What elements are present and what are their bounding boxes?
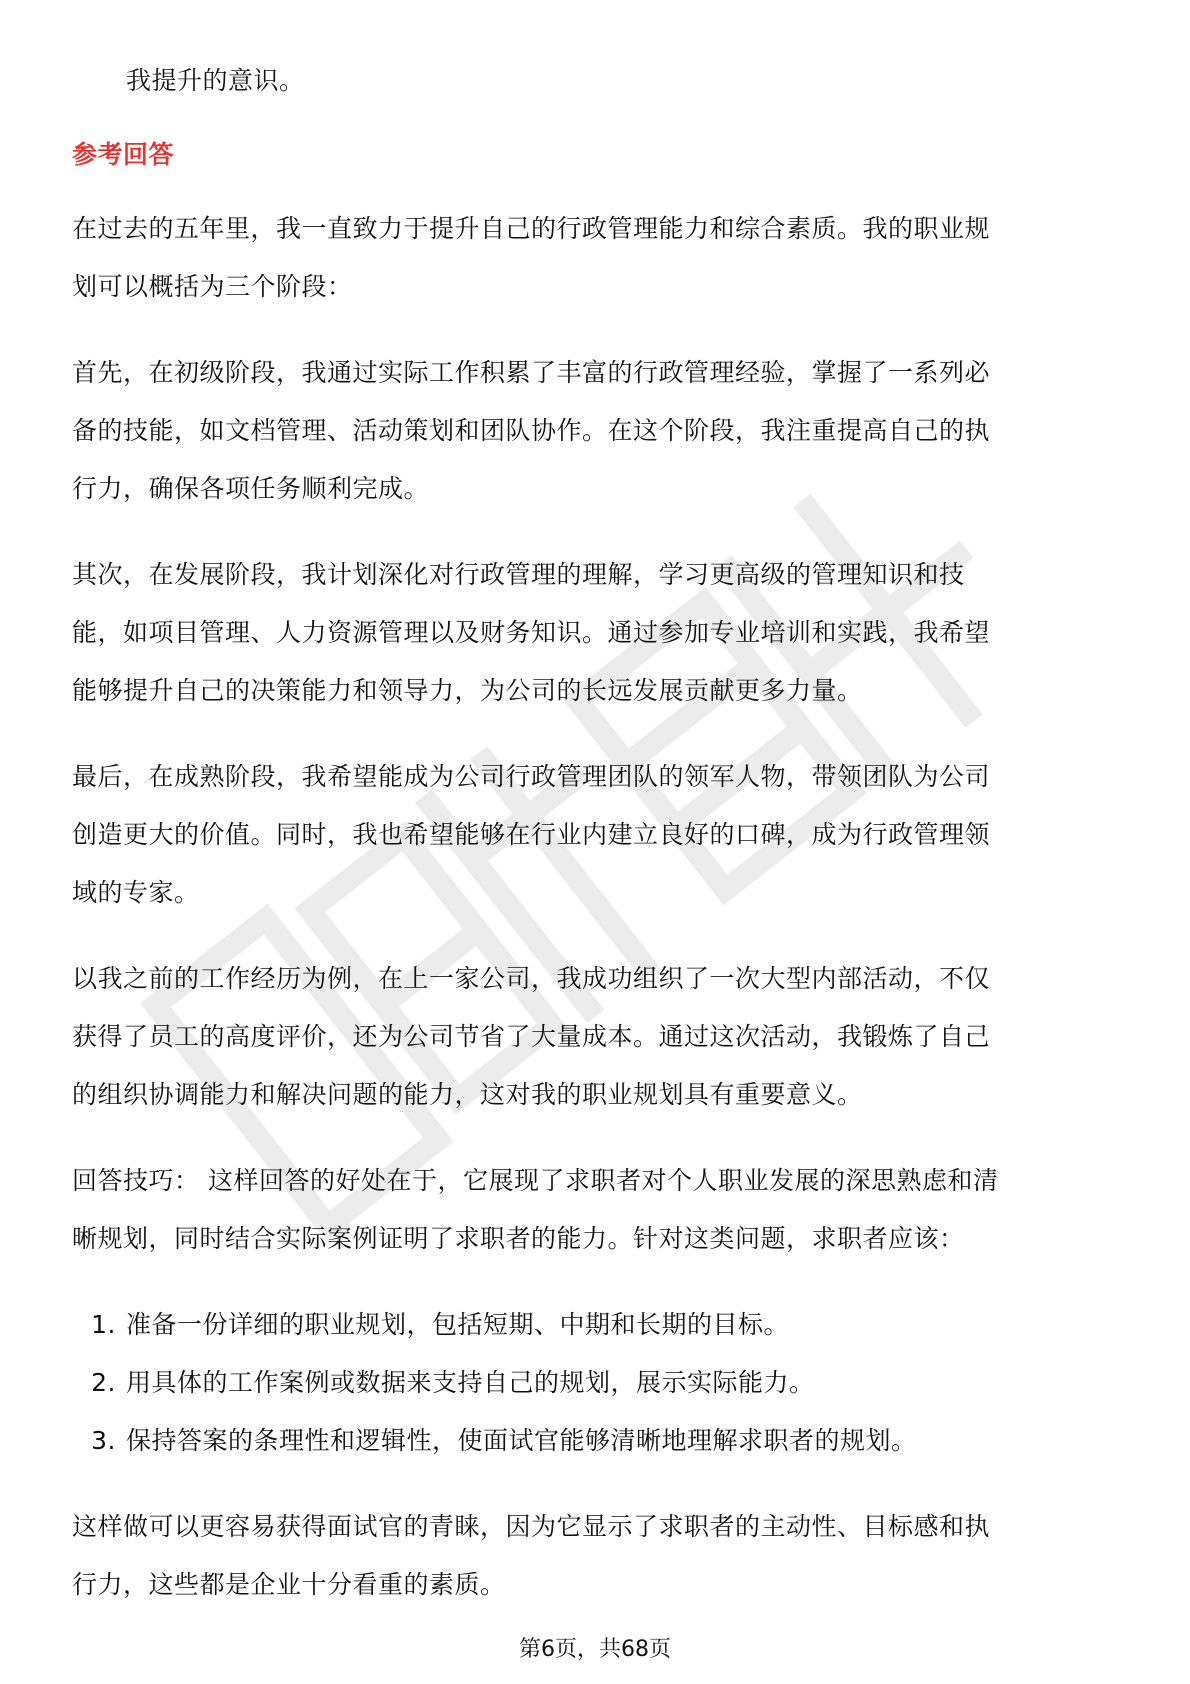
paragraph-closing [72, 1498, 1132, 1614]
paragraph-line: 行力，这些都是企业十分看重的素质。 [72, 1570, 506, 1599]
paragraph-line: 以我之前的工作经历为例，在上一家公司，我成功组织了一次大型内部活动，不仅 [72, 964, 991, 993]
section-heading: 参考回答 [72, 140, 175, 169]
list-item-text: 准备一份详细的职业规划，包括短期、中期和长期的目标。 [126, 1310, 790, 1339]
paragraph-intro [72, 200, 1132, 316]
paragraph-stage-3 [72, 748, 1132, 922]
paragraph-example [72, 950, 1132, 1124]
list-item [72, 1296, 1132, 1354]
list-item-number: 3. [91, 1426, 116, 1455]
paragraph-line: 这样做可以更容易获得面试官的青睐，因为它显示了求职者的主动性、目标感和执 [72, 1512, 991, 1541]
tips-list [72, 1296, 1132, 1470]
list-item [72, 1354, 1132, 1412]
paragraph-line: 在过去的五年里，我一直致力于提升自己的行政管理能力和综合素质。我的职业规 [72, 214, 991, 243]
paragraph-stage-1 [72, 344, 1132, 518]
paragraph-line: 能，如项目管理、人力资源管理以及财务知识。通过参加专业培训和实践，我希望 [72, 618, 991, 647]
continuation-line: 我提升的意识。 [126, 66, 305, 95]
list-item-text: 保持答案的条理性和逻辑性，使面试官能够清晰地理解求职者的规划。 [126, 1426, 917, 1455]
page-footer: 第6页，共68页 [519, 1637, 671, 1662]
paragraph-line: 划可以概括为三个阶段： [72, 272, 353, 301]
paragraph-line: 其次，在发展阶段，我计划深化对行政管理的理解，学习更高级的管理知识和技 [72, 560, 965, 589]
paragraph-line: 行力，确保各项任务顺利完成。 [72, 474, 430, 503]
paragraph-line: 能够提升自己的决策能力和领导力，为公司的长远发展贡献更多力量。 [72, 676, 863, 705]
paragraph-line: 的组织协调能力和解决问题的能力，这对我的职业规划具有重要意义。 [72, 1080, 863, 1109]
paragraph-line: 回答技巧： 这样回答的好处在于，它展现了求职者对个人职业发展的深思熟虑和清 [72, 1166, 999, 1195]
list-item-text: 用具体的工作案例或数据来支持自己的规划，展示实际能力。 [126, 1368, 815, 1397]
paragraph-stage-2 [72, 546, 1132, 720]
list-item-number: 1. [91, 1310, 116, 1339]
paragraph-line: 首先，在初级阶段，我通过实际工作积累了丰富的行政管理经验，掌握了一系列必 [72, 358, 991, 387]
paragraph-line: 备的技能，如文档管理、活动策划和团队协作。在这个阶段，我注重提高自己的执 [72, 416, 991, 445]
paragraph-line: 域的专家。 [72, 878, 200, 907]
paragraph-answer-tips [72, 1152, 1132, 1268]
document-body [72, 52, 1132, 1642]
paragraph-line: 创造更大的价值。同时，我也希望能够在行业内建立良好的口碑，成为行政管理领 [72, 820, 991, 849]
list-item [72, 1412, 1132, 1470]
list-item-number: 2. [91, 1368, 116, 1397]
paragraph-line: 获得了员工的高度评价，还为公司节省了大量成本。通过这次活动，我锻炼了自己 [72, 1022, 991, 1051]
paragraph-line: 晰规划，同时结合实际案例证明了求职者的能力。针对这类问题，求职者应该： [72, 1224, 965, 1253]
paragraph-line: 最后，在成熟阶段，我希望能成为公司行政管理团队的领军人物，带领团队为公司 [72, 762, 991, 791]
